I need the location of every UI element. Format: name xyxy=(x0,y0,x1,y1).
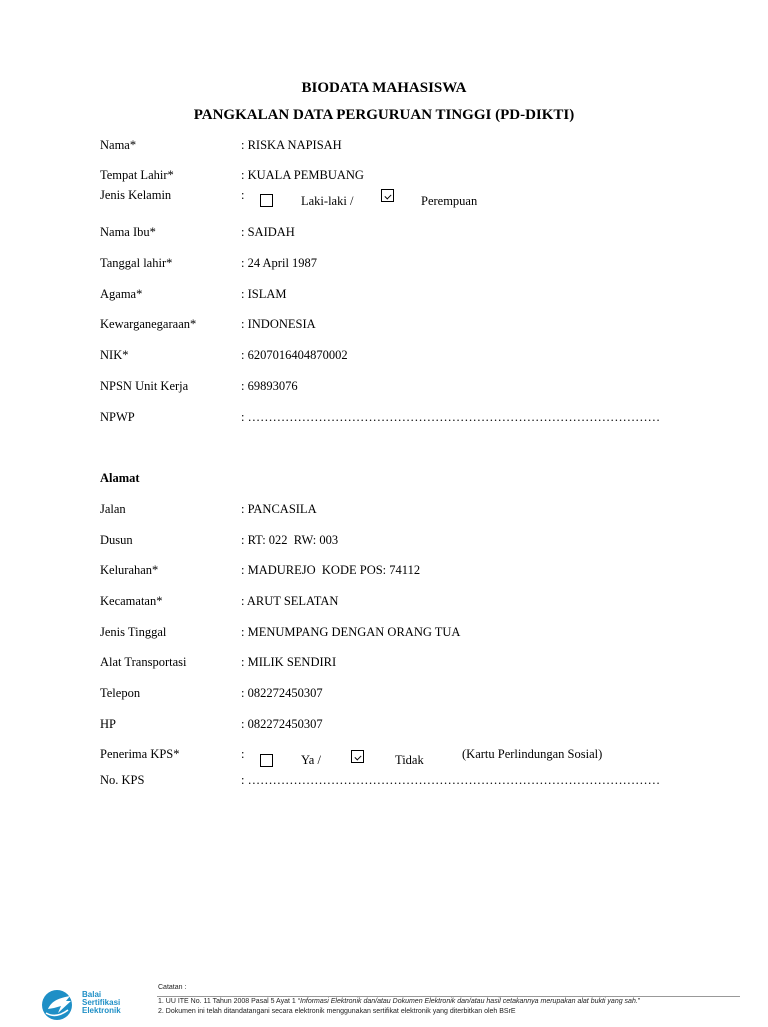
hp-value: : 082272450307 xyxy=(241,717,323,731)
footer-note-2: 2. Dokumen ini telah ditandatangani secara elektronik menggunakan sertifikat elektronik yang diterbitkan oleh BSrE xyxy=(158,1008,516,1015)
telepon-value: : 082272450307 xyxy=(241,686,323,700)
document-title: BIODATA MAHASISWA xyxy=(301,80,467,96)
footer-note-1-suffix: ” xyxy=(637,998,641,1005)
alat-transportasi-value: : MILIK SENDIRI xyxy=(241,655,337,669)
jenis-tinggal-value: : MENUMPANG DENGAN ORANG TUA xyxy=(241,625,461,639)
perempuan-option: Perempuan xyxy=(421,194,478,208)
tempat-lahir-label: Tempat Lahir* xyxy=(100,168,174,182)
tempat-lahir-value: : KUALA PEMBUANG xyxy=(241,168,364,182)
kelurahan-value: : MADUREJO KODE POS: 74112 xyxy=(241,563,421,577)
nama-ibu-label: Nama Ibu* xyxy=(100,225,156,239)
nama-value: : RISKA NAPISAH xyxy=(241,138,342,152)
kecamatan-value: : ARUT SELATAN xyxy=(241,594,339,608)
npsn-value: : 69893076 xyxy=(241,379,298,393)
jenis-tinggal-label: Jenis Tinggal xyxy=(100,625,167,639)
footer-note-1-prefix: 1. UU ITE No. 11 Tahun 2008 Pasal 5 Ayat 1 “ xyxy=(158,998,301,1005)
catatan-label: Catatan : xyxy=(158,984,187,991)
penerima-kps-colon: : xyxy=(241,747,245,761)
dusun-value: : RT: 022 RW: 003 xyxy=(241,533,339,547)
jenis-kelamin-label: Jenis Kelamin xyxy=(100,188,172,202)
agama-value: : ISLAM xyxy=(241,287,287,301)
laki-laki-option: Laki-laki / xyxy=(301,194,354,208)
footer-note-1 xyxy=(158,998,640,1005)
footer-note-1-quote: Informasi Elektronik dan/atau Dokumen Elektronik dan/atau hasil cetakannya merupakan alat bukti yang sah. xyxy=(300,998,638,1005)
kecamatan-label: Kecamatan* xyxy=(100,594,163,608)
jalan-label: Jalan xyxy=(100,502,126,516)
document-subtitle: PANGKALAN DATA PERGURUAN TINGGI (PD-DIKTI) xyxy=(193,107,575,123)
alat-transportasi-label: Alat Transportasi xyxy=(100,655,187,669)
nik-value: : 6207016404870002 xyxy=(241,348,348,362)
nik-label: NIK* xyxy=(100,348,129,362)
kps-note: (Kartu Perlindungan Sosial) xyxy=(462,747,603,761)
kps-ya-option: Ya / xyxy=(301,753,321,767)
bsre-emblem-icon xyxy=(40,988,80,1022)
kelurahan-label: Kelurahan* xyxy=(100,563,159,577)
nama-label: Nama* xyxy=(100,138,137,152)
laki-laki-checkbox[interactable] xyxy=(260,194,273,207)
npwp-value: : ……………………………………………………………………………………… xyxy=(241,410,661,424)
jenis-kelamin-colon: : xyxy=(241,188,245,202)
kps-tidak-checkbox[interactable] xyxy=(351,750,364,763)
kps-ya-checkbox[interactable] xyxy=(260,754,273,767)
jalan-value: : PANCASILA xyxy=(241,502,317,516)
logo-line-1: Balai xyxy=(82,990,102,999)
tanggal-lahir-label: Tanggal lahir* xyxy=(100,256,173,270)
alamat-heading: Alamat xyxy=(100,471,140,485)
kewarganegaraan-value: : INDONESIA xyxy=(241,317,316,331)
npsn-label: NPSN Unit Kerja xyxy=(100,379,189,393)
kps-tidak-option: Tidak xyxy=(395,753,424,767)
penerima-kps-label: Penerima KPS* xyxy=(100,747,180,761)
telepon-label: Telepon xyxy=(100,686,141,700)
no-kps-value: : ……………………………………………………………………………………… xyxy=(241,773,661,787)
tanggal-lahir-value: : 24 April 1987 xyxy=(241,256,318,270)
hp-label: HP xyxy=(100,717,116,731)
dusun-label: Dusun xyxy=(100,533,133,547)
logo-line-2: Sertifikasi xyxy=(82,998,121,1007)
logo-line-3: Elektronik xyxy=(82,1006,121,1015)
nama-ibu-value: : SAIDAH xyxy=(241,225,295,239)
agama-label: Agama* xyxy=(100,287,143,301)
kewarganegaraan-label: Kewarganegaraan* xyxy=(100,317,197,331)
npwp-label: NPWP xyxy=(100,410,135,424)
no-kps-label: No. KPS xyxy=(100,773,145,787)
perempuan-checkbox[interactable] xyxy=(381,189,394,202)
footer-divider xyxy=(157,996,740,997)
